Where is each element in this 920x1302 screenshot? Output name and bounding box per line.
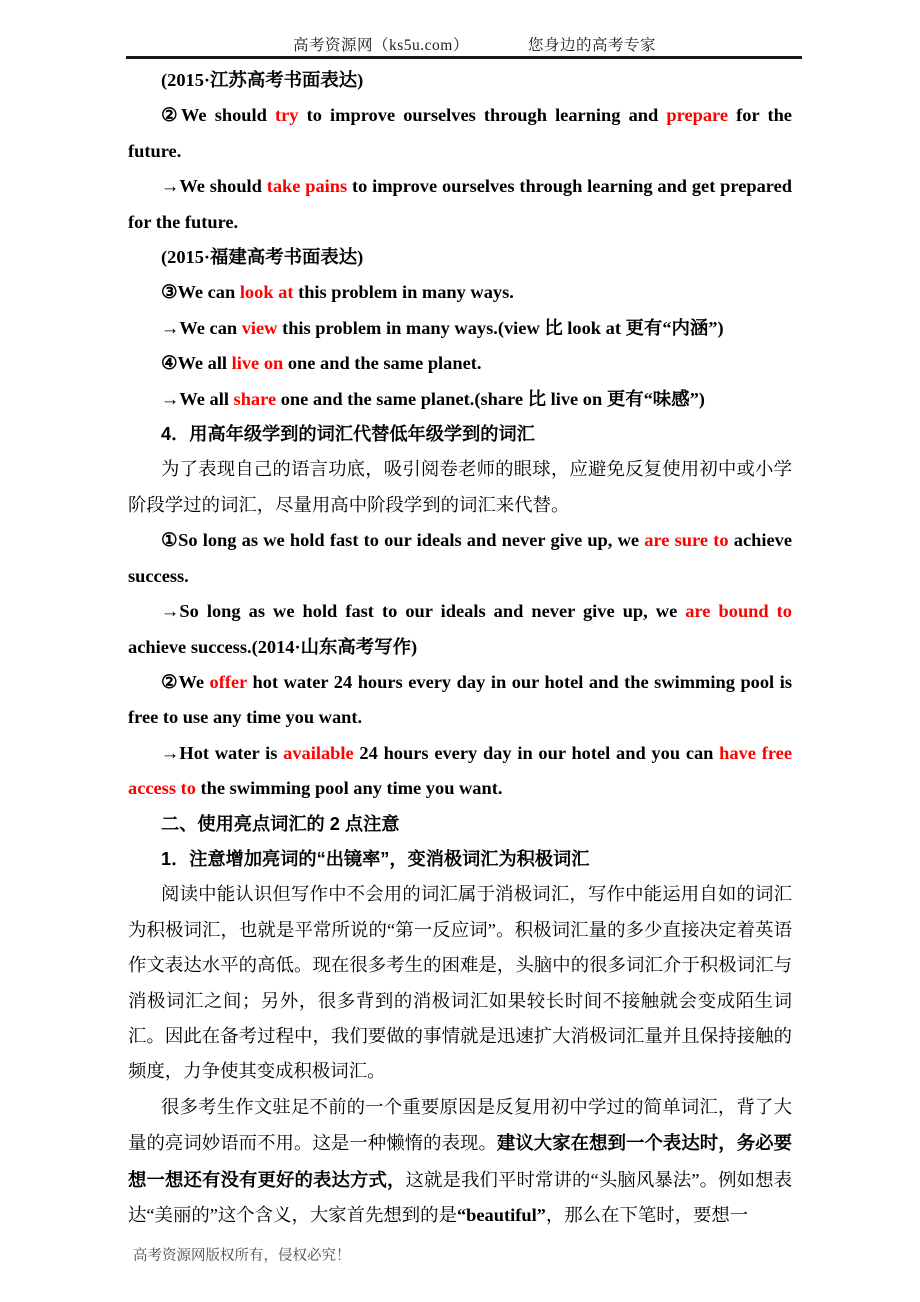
text-run: 这就是我们平时常讲的“头脑风暴法”。例如想表达“美丽的”这个含义，大家首先想到的是 — [128, 1169, 792, 1225]
text-run: →We can — [161, 317, 242, 338]
text-run: 很多考生作文驻足不前的一个重要原因是反复用初中学过的简单词汇，背了大量的亮词妙语而不用。这是一种懒惰的表现。 — [128, 1096, 792, 1154]
text-run: →We all — [161, 388, 234, 409]
highlighted-term: offer — [209, 671, 247, 692]
document-paragraph — [128, 240, 792, 275]
text-run: 建议大家在想到一个表达时，务必要想一想还有没有更好的表达方式， — [128, 1132, 792, 1190]
document-paragraph — [128, 63, 792, 98]
text-run: one and the same planet. — [283, 353, 482, 374]
text-run: to improve ourselves through learning and — [298, 105, 667, 126]
document-paragraph — [128, 346, 792, 381]
document-paragraph — [128, 842, 792, 877]
text-run: hot water 24 hours every day in our hotel and the swimming pool is free to use any time you want. — [128, 671, 792, 728]
text-run: for the future. — [128, 105, 792, 161]
text-run: ①So long as we hold fast to our ideals and never give up, we — [161, 530, 645, 551]
text-run: the swimming pool any time you want. — [195, 778, 503, 799]
text-run: ③We can — [161, 282, 240, 303]
text-run: ，那么在下笔时，要想一 — [545, 1205, 749, 1225]
text-run: ④We all — [161, 353, 232, 374]
document-paragraph — [128, 807, 792, 842]
document-paragraph — [128, 736, 792, 807]
text-run: this problem in many ways.(view 比 look at 更有“内涵”) — [277, 317, 724, 338]
text-run: 为了表现自己的语言功底，吸引阅卷老师的眼球，应避免反复使用初中或小学阶段学过的词汇，尽量用高中阶段学到的词汇来代替。 — [128, 459, 792, 515]
text-run: one and the same planet.(share 比 live on 更有“味感”) — [276, 388, 705, 409]
text-run: achieve success.(2014·山东高考写作) — [128, 636, 418, 657]
text-run: (2015·江苏高考书面表达) — [161, 70, 364, 90]
highlighted-term: live on — [231, 353, 284, 374]
text-run: “beautiful” — [456, 1205, 546, 1225]
highlighted-term: available — [283, 742, 354, 763]
document-paragraph — [128, 275, 792, 310]
document-paragraph — [128, 877, 792, 1089]
header-slogan: 您身边的高考专家 — [528, 37, 657, 54]
document-body — [128, 63, 792, 1233]
document-paragraph — [128, 169, 792, 240]
highlighted-term: share — [233, 388, 277, 409]
header-site-name: 高考资源网（ks5u.com） — [293, 37, 469, 54]
document-paragraph — [128, 594, 792, 665]
document-paragraph — [128, 382, 792, 417]
document-paragraph — [128, 523, 792, 594]
document-paragraph — [128, 665, 792, 736]
highlighted-term: have free access to — [128, 742, 792, 799]
text-run: 24 hours every day in our hotel and you can — [353, 742, 720, 763]
text-run: to improve ourselves through learning and get prepared for the future. — [128, 176, 793, 232]
highlighted-term: prepare — [666, 105, 729, 126]
text-run: →Hot water is — [161, 742, 284, 763]
text-run: this problem in many ways. — [293, 282, 514, 303]
text-run: ②We — [161, 671, 210, 692]
highlighted-term: look at — [239, 282, 294, 303]
text-run: 1．注意增加亮词的“出镜率”，变消极词汇为积极词汇 — [161, 848, 590, 869]
text-run: 阅读中能认识但写作中不会用的词汇属于消极词汇，写作中能运用自如的词汇为积极词汇，也就是平常所说的“第一反应词”。积极词汇量的多少直接决定着英语作文表达水平的高低。现在很多考生的困难是，头脑中的很多词汇介于积极词汇与消极词汇之间；另外，很多背到的消极词汇如果较长时间不接触就会变成陌生词汇。因此在备考过程中，我们要做的事情就是迅速扩大消极词汇量并且保持接触的频度，力争使其变成积极词汇。 — [128, 884, 792, 1082]
footer-copyright: 高考资源网版权所有，侵权必究！ — [133, 1248, 351, 1264]
highlighted-term: are bound to — [685, 601, 792, 622]
text-run: achieve success. — [128, 530, 792, 586]
highlighted-term: try — [274, 105, 299, 126]
document-paragraph — [128, 311, 792, 346]
document-paragraph — [128, 452, 792, 523]
header-rule — [126, 56, 802, 59]
text-run: 4．用高年级学到的词汇代替低年级学到的词汇 — [161, 424, 535, 445]
document-paragraph — [128, 417, 792, 452]
text-run: ②We should — [161, 105, 275, 126]
highlighted-term: view — [241, 317, 278, 338]
text-run: →So long as we hold fast to our ideals and never give up, we — [161, 601, 686, 622]
highlighted-term: take pains — [266, 176, 348, 197]
text-run: (2015·福建高考书面表达) — [161, 247, 364, 268]
text-run: →We should — [161, 176, 267, 197]
text-run: 二、使用亮点词汇的 2 点注意 — [161, 813, 400, 834]
highlighted-term: are sure to — [644, 530, 729, 551]
document-paragraph — [128, 98, 792, 169]
document-paragraph — [128, 1090, 792, 1234]
